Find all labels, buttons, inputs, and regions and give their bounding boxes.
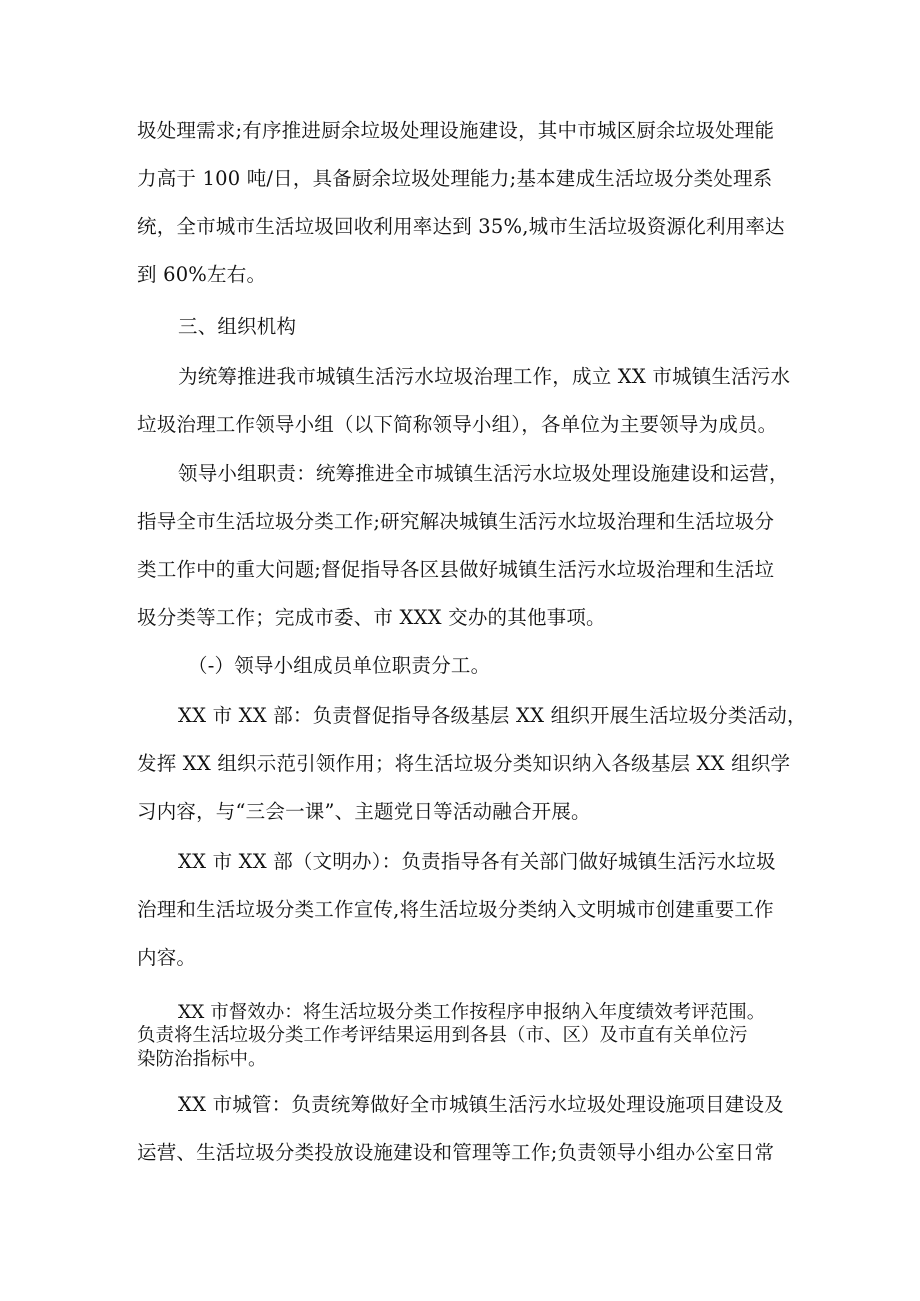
text-line: 力高于 100 吨/日，具备厨余垃圾处理能力;基本建成生活垃圾分类处理系	[137, 167, 773, 190]
subsection-heading: （-）领导小组成员单位职责分工。	[188, 654, 491, 677]
text-line: 统，全市城市生活垃圾回收利用率达到 35%,城市生活垃圾资源化利用率达	[137, 215, 785, 238]
text-line: XX 市督效办：将生活垃圾分类工作按程序申报纳入年度绩效考评范围。	[178, 1002, 766, 1023]
text-line: XX 市 XX 部：负责督促指导各级基层 XX 组织开展生活垃圾分类活动，	[178, 704, 807, 727]
section-heading: 三、组织机构	[178, 315, 297, 338]
text-line: 治理和生活垃圾分类工作宣传,将生活垃圾分类纳入文明城市创建重要工作	[137, 898, 774, 921]
text-line: 到 60%左右。	[137, 263, 267, 286]
text-line: 垃圾治理工作领导小组（以下简称领导小组），各单位为主要领导为成员。	[137, 413, 778, 436]
text-line: 发挥 XX 组织示范引领作用；将生活垃圾分类知识纳入各级基层 XX 组织学	[137, 752, 791, 775]
text-line: 指导全市生活垃圾分类工作;研究解决城镇生活污水垃圾治理和生活垃圾分	[137, 510, 775, 533]
text-line: 染防治指标中。	[137, 1049, 267, 1070]
text-line: 圾分类等工作；完成市委、市 XXX 交办的其他事项。	[137, 606, 606, 629]
text-line: 圾处理需求;有序推进厨余垃圾处理设施建设，其中市城区厨余垃圾处理能	[137, 119, 775, 142]
text-line: XX 市 XX 部（文明办）：负责指导各有关部门做好城镇生活污水垃圾	[178, 850, 776, 873]
text-line: 类工作中的重大问题;督促指导各区县做好城镇生活污水垃圾治理和生活垃	[137, 558, 775, 581]
text-line: 为统筹推进我市城镇生活污水垃圾治理工作，成立 XX 市城镇生活污水	[178, 365, 791, 388]
text-line: 内容。	[137, 946, 197, 969]
text-line: XX 市城管：负责统筹做好全市城镇生活污水垃圾处理设施项目建设及	[178, 1093, 784, 1116]
text-line: 负责将生活垃圾分类工作考评结果运用到各县（市、区）及市直有关单位污	[137, 1025, 748, 1046]
text-line: 运营、生活垃圾分类投放设施建设和管理等工作;负责领导小组办公室日常	[137, 1141, 775, 1164]
text-line: 领导小组职责：统筹推进全市城镇生活污水垃圾处理设施建设和运营，	[178, 462, 789, 485]
text-line: 习内容，与“三会一课”、主题党日等活动融合开展。	[137, 800, 591, 823]
